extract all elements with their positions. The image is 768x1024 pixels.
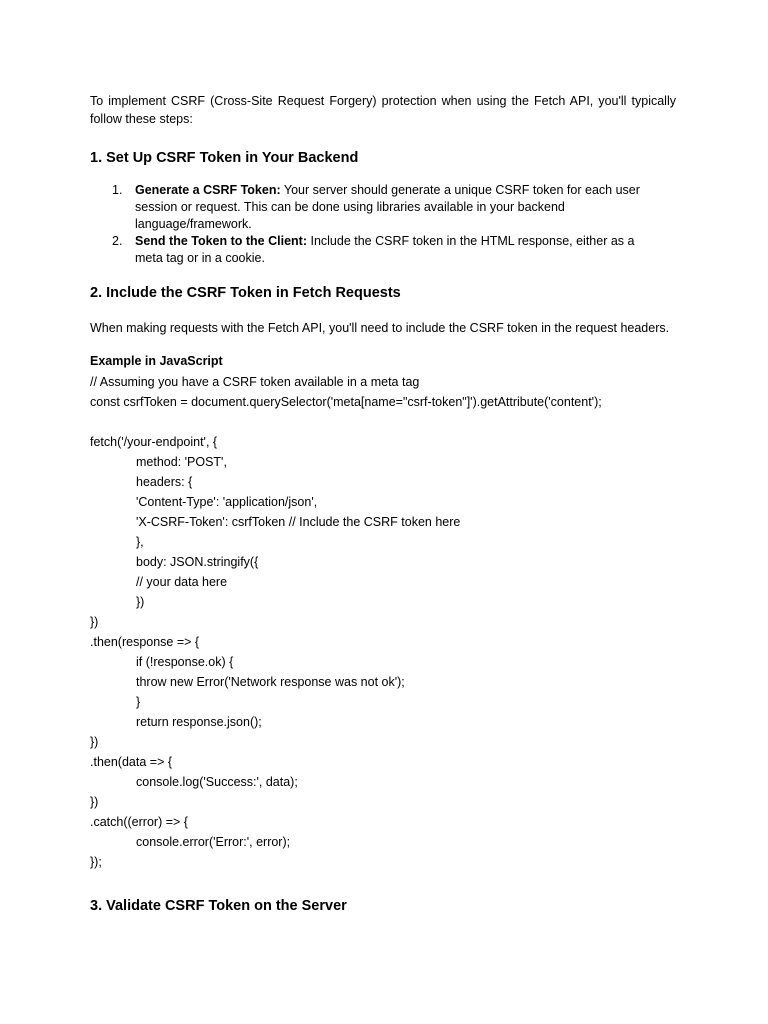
code-line: method: 'POST',	[136, 455, 227, 469]
code-line: })	[90, 735, 99, 749]
code-line: },	[136, 535, 144, 549]
section-3-heading: 3. Validate CSRF Token on the Server	[90, 898, 347, 914]
step-title: Generate a CSRF Token:	[135, 183, 281, 197]
code-line: throw new Error('Network response was not ok');	[136, 675, 405, 689]
section-2-paragraph: When making requests with the Fetch API, you'll need to include the CSRF token in the request headers.	[90, 321, 670, 335]
code-line: });	[90, 855, 102, 869]
step-item	[90, 182, 660, 233]
code-line: })	[90, 795, 99, 809]
steps-list	[90, 182, 676, 267]
code-line: })	[90, 615, 99, 629]
code-line: const csrfToken = document.querySelector('meta[name="csrf-token"]').getAttribute('content');	[90, 395, 602, 409]
step-text: Your server should generate a unique CSRF token for each user session or request. This can be done using libraries available in your backend language/framework.	[135, 183, 640, 231]
section-1-heading: 1. Set Up CSRF Token in Your Backend	[90, 150, 359, 166]
code-line: console.error('Error:', error);	[136, 835, 291, 849]
step-title: Send the Token to the Client:	[135, 234, 307, 248]
code-line-blank	[90, 412, 676, 432]
step-number: 2.	[112, 234, 123, 248]
section-2-heading: 2. Include the CSRF Token in Fetch Requests	[90, 285, 401, 301]
code-line: headers: {	[136, 475, 193, 489]
code-line: .then(data => {	[90, 755, 173, 769]
code-line: fetch('/your-endpoint', {	[90, 435, 218, 449]
code-line: })	[136, 595, 145, 609]
intro-paragraph: To implement CSRF (Cross-Site Request Forgery) protection when using the Fetch API, you'll typically follow these steps:	[90, 94, 676, 126]
step-item	[90, 233, 660, 267]
step-number: 1.	[112, 183, 123, 197]
code-line: console.log('Success:', data);	[136, 775, 298, 789]
code-line: if (!response.ok) {	[136, 655, 234, 669]
code-line: return response.json();	[136, 715, 262, 729]
code-line: // your data here	[136, 575, 228, 589]
code-line: }	[136, 695, 141, 709]
document-body	[90, 92, 676, 872]
code-line: .then(response => {	[90, 635, 200, 649]
code-line: body: JSON.stringify({	[136, 555, 259, 569]
example-title: Example in JavaScript	[90, 354, 223, 368]
code-line: 'Content-Type': 'application/json',	[136, 495, 318, 509]
code-block	[90, 372, 676, 872]
step-text: Include the CSRF token in the HTML response, either as a meta tag or in a cookie.	[135, 234, 635, 265]
code-line: 'X-CSRF-Token': csrfToken // Include the CSRF token here	[136, 515, 461, 529]
code-line: // Assuming you have a CSRF token available in a meta tag	[90, 375, 420, 389]
code-line: .catch((error) => {	[90, 815, 188, 829]
